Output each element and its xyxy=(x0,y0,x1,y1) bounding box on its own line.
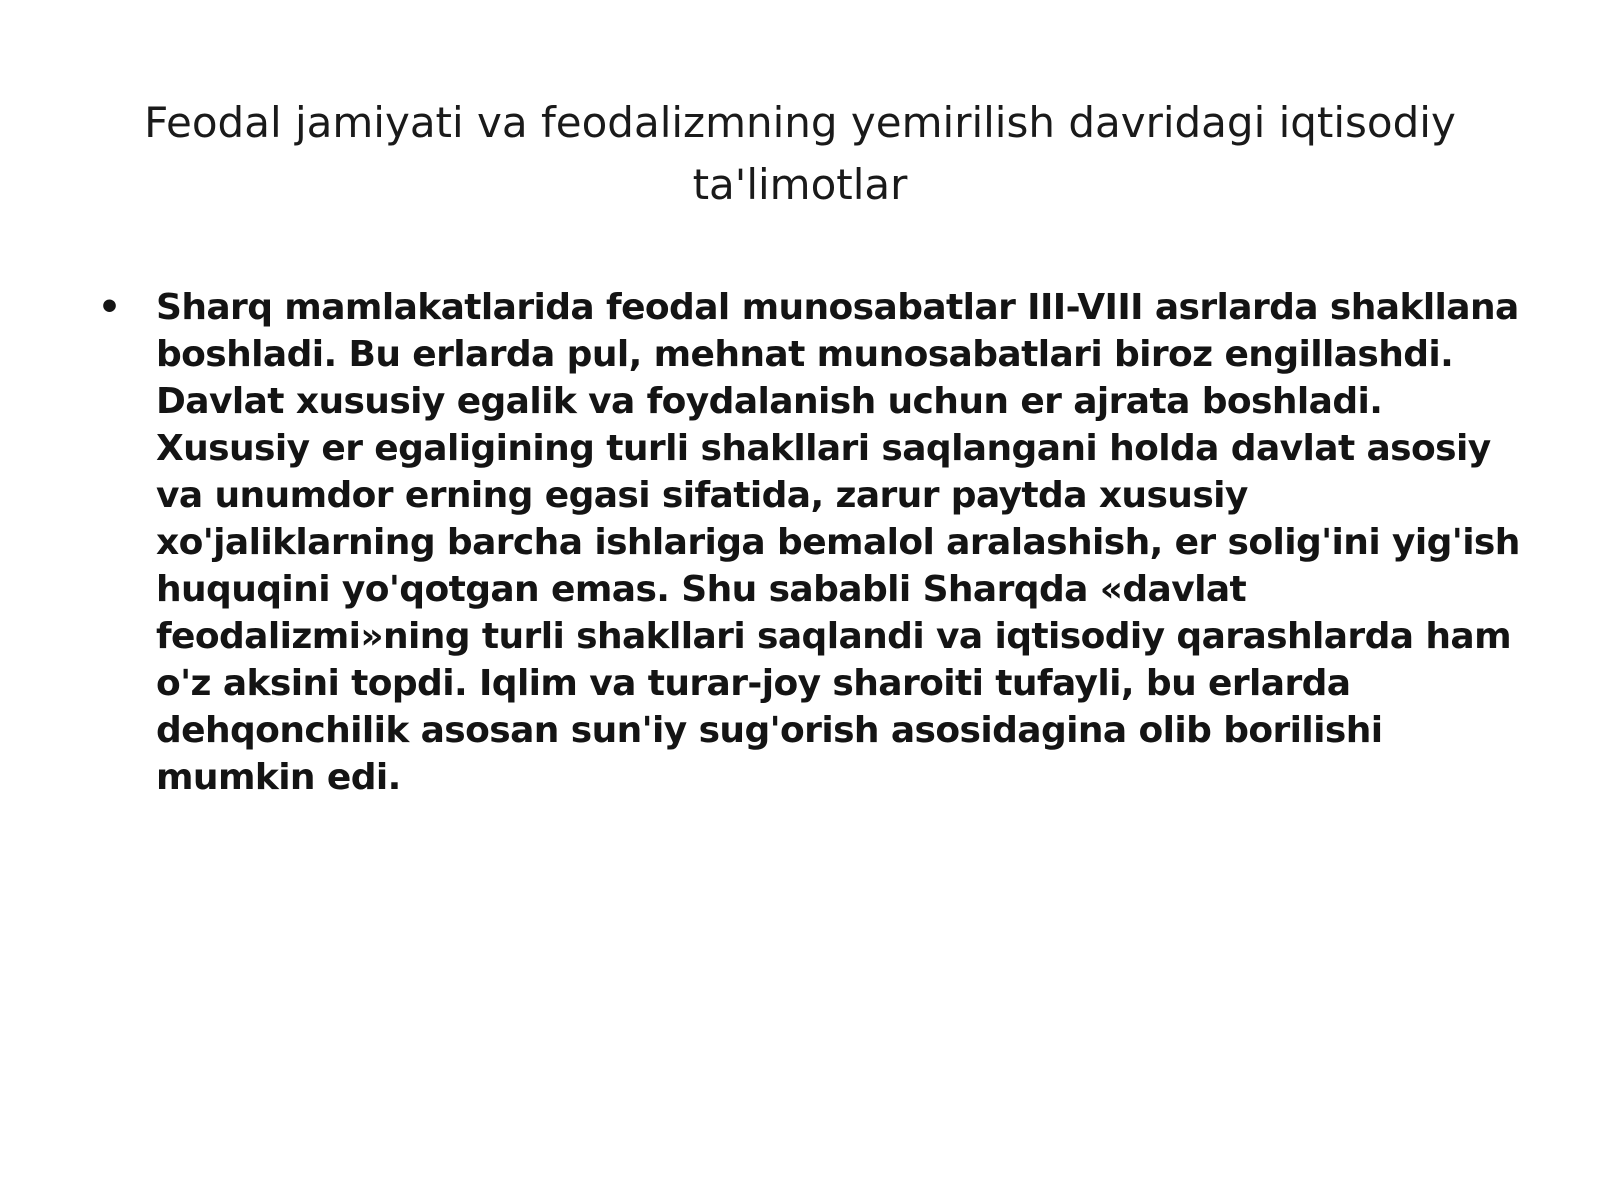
bullet-item xyxy=(90,284,1530,801)
slide-title: Feodal jamiyati va feodalizmning yemirilish davridagi iqtisodiy ta'limotlar xyxy=(144,98,1456,209)
bullet-text: Sharq mamlakatlarida feodal munosabatlar III-VIII asrlarda shakllana boshladi. Bu erlarda pul, mehnat munosabatlari biroz engillashdi. Davlat xususiy egalik va foydalanish uchun er ajrata boshladi. Xususiy er egaligining turli shakllari saqlangani holda davlat asosiy va unumdor erning egasi sifatida, zarur paytda xususiy xo'jaliklarning barcha ishlariga bemalol aralashish, er solig'ini yig'ish huquqini yo'qotgan emas. Shu sababli Sharqda «davlat feodalizmi»ning turli shakllari saqlandi va iqtisodiy qarashlarda ham o'z aksini topdi. Iqlim va turar-joy sharoiti tufayli, bu erlarda dehqonchilik asosan sun'iy sug'orish asosidagina olib borilishi mumkin edi. xyxy=(156,287,1520,798)
bullet-marker: • xyxy=(98,287,121,328)
bullet-list xyxy=(90,284,1530,801)
